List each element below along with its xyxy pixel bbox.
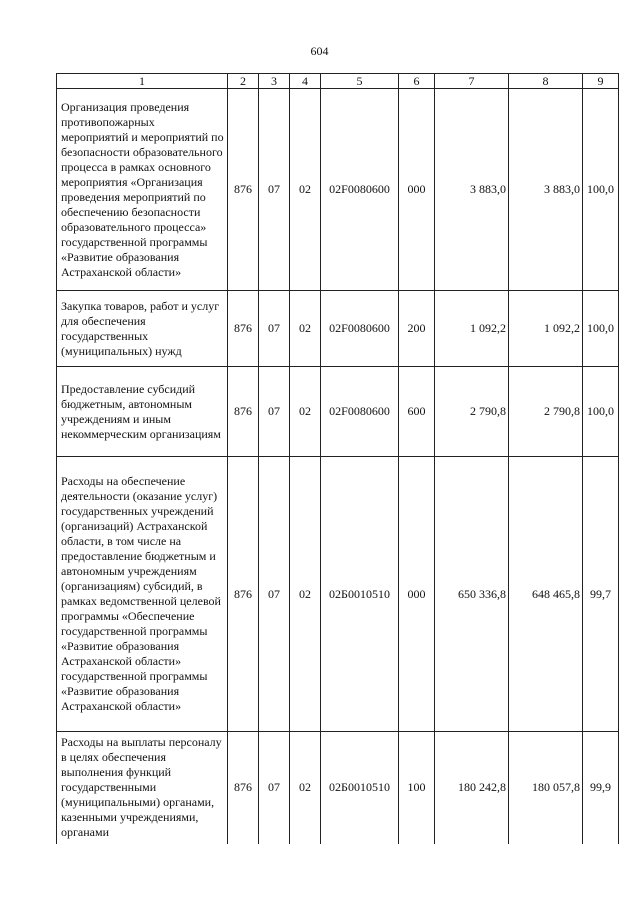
column-header: 7 [435, 74, 509, 89]
cell-col7: 180 242,8 [435, 732, 509, 844]
table-row [57, 367, 619, 457]
row-description: Организация проведения противопожарных мероприятий и мероприятий по безопасности образовательного процесса в рамках основного мероприятия «Организация проведения мероприятий по обеспечению безопасности образовательного процесса» государственной программы «Развитие образования Астраханской области» [57, 89, 228, 291]
column-header: 8 [509, 74, 583, 89]
row-description: Расходы на обеспечение деятельности (оказание услуг) государственных учреждений (организаций) Астраханской области, в том числе на предоставление бюджетным и автономным учреждениям (организациям) субсидий, в рамках ведомственной целевой программы «Обеспечение государственной программы «Развитие образования Астраханской области» государственной программы «Развитие образования Астраханской области» [57, 457, 228, 732]
cell-col7: 650 336,8 [435, 457, 509, 732]
cell-col8: 1 092,2 [509, 291, 583, 367]
column-header: 4 [290, 74, 321, 89]
cell-col8: 3 883,0 [509, 89, 583, 291]
cell-col2: 876 [228, 457, 259, 732]
cell-col6: 100 [399, 732, 435, 844]
cell-col8: 2 790,8 [509, 367, 583, 457]
cell-col5: 02F0080600 [321, 367, 399, 457]
cell-col8: 648 465,8 [509, 457, 583, 732]
cell-col3: 07 [259, 291, 290, 367]
row-description: Предоставление субсидий бюджетным, автономным учреждениям и иным некоммерческим организациям [57, 367, 228, 457]
cell-col3: 07 [259, 732, 290, 844]
cell-col6: 200 [399, 291, 435, 367]
cell-col5: 02Б0010510 [321, 457, 399, 732]
column-header: 9 [583, 74, 619, 89]
cell-col4: 02 [290, 367, 321, 457]
table-row [57, 457, 619, 732]
cell-col4: 02 [290, 89, 321, 291]
cell-col8: 180 057,8 [509, 732, 583, 844]
page-number: 604 [310, 44, 329, 58]
cell-col2: 876 [228, 291, 259, 367]
cell-col7: 3 883,0 [435, 89, 509, 291]
cell-col6: 000 [399, 457, 435, 732]
cell-col5: 02F0080600 [321, 89, 399, 291]
cell-col5: 02F0080600 [321, 291, 399, 367]
cell-col5: 02Б0010510 [321, 732, 399, 844]
row-description: Закупка товаров, работ и услуг для обеспечения государственных (муниципальных) нужд [57, 291, 228, 367]
column-header: 5 [321, 74, 399, 89]
cell-col4: 02 [290, 732, 321, 844]
cell-col4: 02 [290, 457, 321, 732]
column-header: 2 [228, 74, 259, 89]
column-header: 6 [399, 74, 435, 89]
cell-col2: 876 [228, 367, 259, 457]
cell-col7: 1 092,2 [435, 291, 509, 367]
cell-col2: 876 [228, 732, 259, 844]
cell-col3: 07 [259, 367, 290, 457]
column-header: 3 [259, 74, 290, 89]
table-row [57, 291, 619, 367]
cell-col9: 100,0 [583, 367, 619, 457]
cell-col3: 07 [259, 457, 290, 732]
cell-col3: 07 [259, 89, 290, 291]
cell-col9: 100,0 [583, 89, 619, 291]
table-row [57, 89, 619, 291]
cell-col6: 000 [399, 89, 435, 291]
cell-col4: 02 [290, 291, 321, 367]
header-row [57, 74, 619, 89]
table-row [57, 732, 619, 844]
row-description: Расходы на выплаты персоналу в целях обеспечения выполнения функций государственными (муниципальными) органами, казенными учреждениями, органами [57, 732, 228, 844]
cell-col9: 100,0 [583, 291, 619, 367]
budget-table [56, 73, 619, 844]
cell-col2: 876 [228, 89, 259, 291]
cell-col9: 99,7 [583, 457, 619, 732]
column-header: 1 [57, 74, 228, 89]
cell-col7: 2 790,8 [435, 367, 509, 457]
cell-col9: 99,9 [583, 732, 619, 844]
cell-col6: 600 [399, 367, 435, 457]
